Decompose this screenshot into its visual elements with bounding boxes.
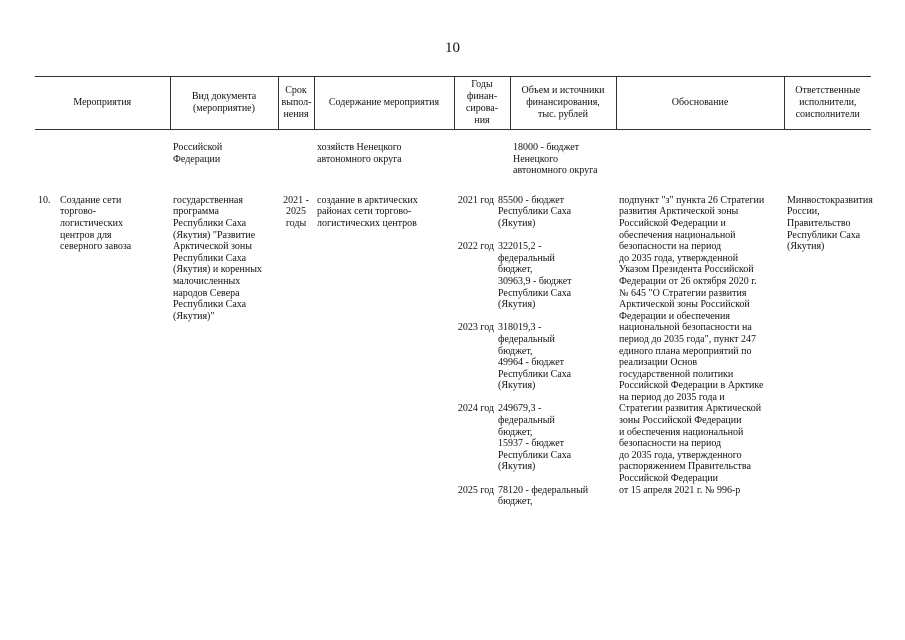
funding-year-2025 bbox=[454, 485, 613, 508]
year-funding: 318019,3 - федеральный бюджет, 49964 - бюджет Республики Саха (Якутия) bbox=[498, 322, 572, 392]
header-content: Содержание мероприятия bbox=[314, 77, 454, 130]
item-content: создание в арктических районах сети торгово- логистических центров bbox=[317, 194, 418, 229]
item-name: Создание сети торгово- логистических центров для северного завоза bbox=[60, 194, 132, 253]
year-label: 2021 год bbox=[457, 194, 494, 206]
header-doc-type: Вид документа (мероприятие) bbox=[170, 77, 278, 130]
item-executors: Минвостокразвития России, Правительство Республики Саха (Якутия) bbox=[787, 194, 873, 253]
continuation-funding: 18000 - бюджет Ненецкого автономного округа bbox=[513, 142, 598, 177]
funding-year-2022 bbox=[454, 241, 613, 311]
item-basis: подпункт "з" пункта 26 Стратегии развития Арктической зоны Российской Федерации и обеспечения национальной безопасности на период до 2035 года, утвержденной Указом Президента Российской Федерации от 26 октября 2020 г. № 645 "О Стратегии развития Арктической зоны Российской Федерации и обеспечения национальной безопасности на период до 2035 года", пункт 247 единого плана мероприятий по реализации Основ государственной политики Российской Федерации в Арктике на период до 2035 года и Стратегии развития Арктической зоны Российской Федерации и обеспечения национальной безопасности на период до 2035 года, утвержденного распоряжением Правительства Российской Федерации от 15 апреля 2021 г. № 996-р bbox=[619, 194, 765, 496]
year-funding: 78120 - федеральный бюджет, bbox=[498, 484, 589, 508]
continuation-doc-type: Российской Федерации bbox=[173, 142, 223, 165]
item-doc-type: государственная программа Республики Саха (Якутия) "Развитие Арктической зоны Республики Саха (Якутия) и коренных малочисленных народов Севера Республики Саха (Якутия)" bbox=[173, 194, 262, 322]
year-label: 2024 год bbox=[457, 403, 494, 415]
item-number: 10. bbox=[38, 194, 51, 206]
header-funding: Объем и источники финансирования, тыс. рублей bbox=[510, 77, 616, 130]
table-row-continuation bbox=[35, 130, 871, 177]
measures-table bbox=[35, 76, 871, 508]
header-measures: Мероприятия bbox=[35, 77, 170, 130]
year-funding: 249679,3 - федеральный бюджет, 15937 - бюджет Республики Саха (Якутия) bbox=[498, 403, 572, 473]
header-years: Годы финан- сирова- ния bbox=[454, 77, 510, 130]
funding-year-2021 bbox=[454, 195, 613, 230]
year-funding: 85500 - бюджет Республики Саха (Якутия) bbox=[498, 194, 572, 229]
year-funding: 322015,2 - федеральный бюджет, 30963,9 - бюджет Республики Саха (Якутия) bbox=[498, 241, 572, 311]
year-label: 2023 год bbox=[457, 322, 494, 334]
table-header-row bbox=[35, 77, 871, 130]
table-row-item-10 bbox=[35, 177, 871, 508]
funding-year-2024 bbox=[454, 403, 613, 473]
item-term: 2021 - 2025 годы bbox=[283, 194, 309, 229]
header-term: Срок выпол- нения bbox=[278, 77, 314, 130]
year-label: 2022 год bbox=[457, 241, 494, 253]
header-executors: Ответственные исполнители, соисполнители bbox=[784, 77, 871, 130]
continuation-content: хозяйств Ненецкого автономного округа bbox=[317, 142, 402, 165]
header-basis: Обоснование bbox=[616, 77, 784, 130]
year-label: 2025 год bbox=[457, 484, 494, 496]
funding-year-2023 bbox=[454, 322, 613, 392]
page-number: 10 bbox=[445, 40, 460, 56]
